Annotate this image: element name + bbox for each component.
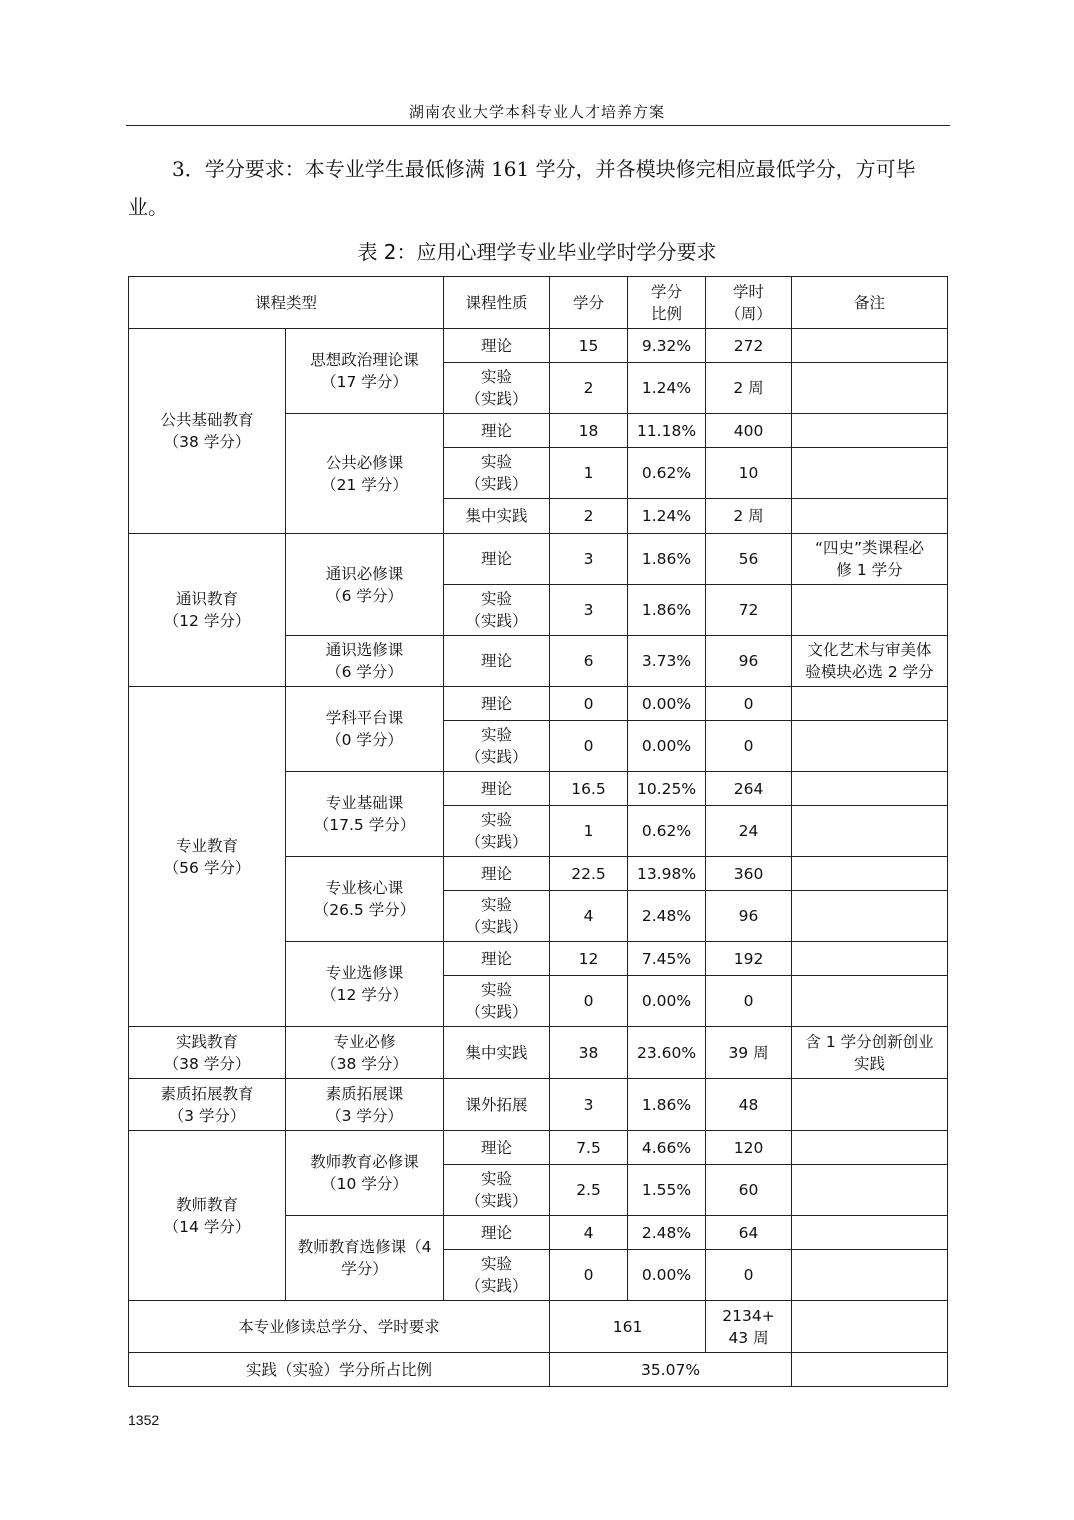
cell-remark	[792, 687, 948, 721]
subgroup-major-core: 专业核心课 （26.5 学分）	[286, 857, 444, 942]
cell-hours: 48	[706, 1079, 792, 1131]
cell-credits: 0	[550, 1250, 628, 1301]
header-credit-ratio: 学分 比例	[628, 277, 706, 329]
cell-ratio: 13.98%	[628, 857, 706, 891]
cell-credits: 1	[550, 448, 628, 499]
subgroup-public-required: 公共必修课 （21 学分）	[286, 414, 444, 534]
cell-hours: 96	[706, 636, 792, 687]
subgroup-major-required: 专业必修 （38 学分）	[286, 1027, 444, 1079]
total-credits: 161	[550, 1301, 706, 1353]
total-hours: 2134+ 43 周	[706, 1301, 792, 1353]
total-row	[129, 1301, 948, 1353]
header-course-type: 课程类型	[129, 277, 444, 329]
cell-remark	[792, 772, 948, 806]
cell-credits: 22.5	[550, 857, 628, 891]
cell-ratio: 1.24%	[628, 499, 706, 534]
header-hours: 学时 （周）	[706, 277, 792, 329]
cell-ratio: 1.86%	[628, 585, 706, 636]
cell-ratio: 11.18%	[628, 414, 706, 448]
subgroup-major-basic: 专业基础课 （17.5 学分）	[286, 772, 444, 857]
cell-remark	[792, 1250, 948, 1301]
cell-ratio: 0.00%	[628, 976, 706, 1027]
total-label: 本专业修读总学分、学时要求	[129, 1301, 550, 1353]
cell-credits: 4	[550, 891, 628, 942]
cell-ratio: 0.62%	[628, 448, 706, 499]
cell-ratio: 0.00%	[628, 687, 706, 721]
cell-ratio: 10.25%	[628, 772, 706, 806]
cell-nature: 实验 （实践）	[444, 1250, 550, 1301]
cell-nature: 理论	[444, 534, 550, 585]
practice-ratio-label: 实践（实验）学分所占比例	[129, 1353, 550, 1387]
cell-hours: 272	[706, 329, 792, 363]
group-major: 专业教育 （56 学分）	[129, 687, 286, 1027]
group-teacher: 教师教育 （14 学分）	[129, 1131, 286, 1301]
cell-nature: 理论	[444, 636, 550, 687]
cell-nature: 理论	[444, 687, 550, 721]
table-row	[129, 1131, 948, 1165]
practice-ratio-value: 35.07%	[550, 1353, 792, 1387]
table-header-row	[129, 277, 948, 329]
cell-ratio: 1.86%	[628, 1079, 706, 1131]
page-number: 1352	[128, 1412, 160, 1428]
practice-ratio-remark	[792, 1353, 948, 1387]
cell-hours: 0	[706, 976, 792, 1027]
subgroup-politics: 思想政治理论课 （17 学分）	[286, 329, 444, 414]
cell-hours: 192	[706, 942, 792, 976]
table-row	[129, 1079, 948, 1131]
cell-hours: 60	[706, 1165, 792, 1216]
cell-remark	[792, 414, 948, 448]
table-row	[129, 687, 948, 721]
cell-hours: 24	[706, 806, 792, 857]
cell-ratio: 1.24%	[628, 363, 706, 414]
subgroup-general-required: 通识必修课 （6 学分）	[286, 534, 444, 636]
cell-nature: 实验 （实践）	[444, 806, 550, 857]
group-quality: 素质拓展教育 （3 学分）	[129, 1079, 286, 1131]
cell-ratio: 9.32%	[628, 329, 706, 363]
cell-ratio: 0.62%	[628, 806, 706, 857]
cell-remark: 文化艺术与审美体 验模块必选 2 学分	[792, 636, 948, 687]
cell-ratio: 3.73%	[628, 636, 706, 687]
cell-remark	[792, 857, 948, 891]
cell-nature: 理论	[444, 1131, 550, 1165]
group-practice: 实践教育 （38 学分）	[129, 1027, 286, 1079]
cell-credits: 3	[550, 1079, 628, 1131]
cell-hours: 72	[706, 585, 792, 636]
cell-ratio: 2.48%	[628, 891, 706, 942]
cell-nature: 理论	[444, 772, 550, 806]
credit-requirements-table	[128, 276, 948, 1387]
cell-remark	[792, 1165, 948, 1216]
cell-remark: “四史”类课程必 修 1 学分	[792, 534, 948, 585]
cell-nature: 实验 （实践）	[444, 363, 550, 414]
cell-nature: 理论	[444, 1216, 550, 1250]
subgroup-platform: 学科平台课 （0 学分）	[286, 687, 444, 772]
cell-ratio: 7.45%	[628, 942, 706, 976]
cell-ratio: 0.00%	[628, 1250, 706, 1301]
cell-hours: 0	[706, 687, 792, 721]
cell-credits: 7.5	[550, 1131, 628, 1165]
cell-nature: 实验 （实践）	[444, 976, 550, 1027]
cell-hours: 39 周	[706, 1027, 792, 1079]
cell-remark	[792, 942, 948, 976]
cell-credits: 15	[550, 329, 628, 363]
cell-credits: 4	[550, 1216, 628, 1250]
cell-remark	[792, 806, 948, 857]
cell-nature: 理论	[444, 329, 550, 363]
cell-nature: 实验 （实践）	[444, 1165, 550, 1216]
table-title: 表 2：应用心理学专业毕业学时学分要求	[357, 240, 717, 264]
cell-credits: 0	[550, 721, 628, 772]
cell-ratio: 23.60%	[628, 1027, 706, 1079]
cell-hours: 2 周	[706, 363, 792, 414]
cell-remark	[792, 329, 948, 363]
practice-ratio-row	[129, 1353, 948, 1387]
cell-remark	[792, 721, 948, 772]
cell-hours: 56	[706, 534, 792, 585]
total-remark	[792, 1301, 948, 1353]
cell-nature: 集中实践	[444, 1027, 550, 1079]
cell-credits: 38	[550, 1027, 628, 1079]
cell-ratio: 2.48%	[628, 1216, 706, 1250]
table-row	[129, 534, 948, 585]
cell-credits: 2	[550, 363, 628, 414]
cell-credits: 6	[550, 636, 628, 687]
cell-nature: 课外拓展	[444, 1079, 550, 1131]
cell-hours: 96	[706, 891, 792, 942]
cell-credits: 16.5	[550, 772, 628, 806]
cell-nature: 实验 （实践）	[444, 448, 550, 499]
subgroup-general-elective: 通识选修课 （6 学分）	[286, 636, 444, 687]
cell-credits: 0	[550, 687, 628, 721]
cell-credits: 2.5	[550, 1165, 628, 1216]
group-public: 公共基础教育 （38 学分）	[129, 329, 286, 534]
cell-nature: 理论	[444, 942, 550, 976]
subgroup-major-elective: 专业选修课 （12 学分）	[286, 942, 444, 1027]
header-course-nature: 课程性质	[444, 277, 550, 329]
cell-hours: 64	[706, 1216, 792, 1250]
cell-hours: 0	[706, 1250, 792, 1301]
subgroup-quality-course: 素质拓展课 （3 学分）	[286, 1079, 444, 1131]
cell-nature: 实验 （实践）	[444, 721, 550, 772]
running-header: 湖南农业大学本科专业人才培养方案	[408, 103, 665, 121]
cell-remark	[792, 585, 948, 636]
credit-requirement-paragraph: 3．学分要求：本专业学生最低修满 161 学分，并各模块修完相应最低学分，方可毕业。	[128, 157, 916, 219]
cell-credits: 18	[550, 414, 628, 448]
cell-credits: 1	[550, 806, 628, 857]
cell-remark	[792, 499, 948, 534]
header-credits: 学分	[550, 277, 628, 329]
cell-credits: 2	[550, 499, 628, 534]
cell-remark	[792, 1216, 948, 1250]
cell-nature: 理论	[444, 414, 550, 448]
cell-nature: 实验 （实践）	[444, 891, 550, 942]
cell-remark	[792, 363, 948, 414]
cell-ratio: 1.55%	[628, 1165, 706, 1216]
cell-remark	[792, 448, 948, 499]
cell-hours: 360	[706, 857, 792, 891]
header-rule	[126, 125, 950, 126]
table-row	[129, 1027, 948, 1079]
table-row	[129, 329, 948, 363]
cell-hours: 264	[706, 772, 792, 806]
cell-nature: 理论	[444, 857, 550, 891]
cell-hours: 400	[706, 414, 792, 448]
cell-hours: 10	[706, 448, 792, 499]
cell-remark	[792, 1079, 948, 1131]
cell-hours: 120	[706, 1131, 792, 1165]
cell-nature: 实验 （实践）	[444, 585, 550, 636]
cell-ratio: 0.00%	[628, 721, 706, 772]
cell-remark	[792, 891, 948, 942]
cell-credits: 12	[550, 942, 628, 976]
group-general: 通识教育 （12 学分）	[129, 534, 286, 687]
subgroup-teacher-elective: 教师教育选修课（4 学分）	[286, 1216, 444, 1301]
header-remark: 备注	[792, 277, 948, 329]
cell-remark	[792, 976, 948, 1027]
cell-hours: 2 周	[706, 499, 792, 534]
cell-remark: 含 1 学分创新创业 实践	[792, 1027, 948, 1079]
cell-ratio: 4.66%	[628, 1131, 706, 1165]
cell-credits: 3	[550, 585, 628, 636]
subgroup-teacher-required: 教师教育必修课 （10 学分）	[286, 1131, 444, 1216]
cell-hours: 0	[706, 721, 792, 772]
cell-ratio: 1.86%	[628, 534, 706, 585]
cell-credits: 0	[550, 976, 628, 1027]
cell-remark	[792, 1131, 948, 1165]
cell-credits: 3	[550, 534, 628, 585]
cell-nature: 集中实践	[444, 499, 550, 534]
